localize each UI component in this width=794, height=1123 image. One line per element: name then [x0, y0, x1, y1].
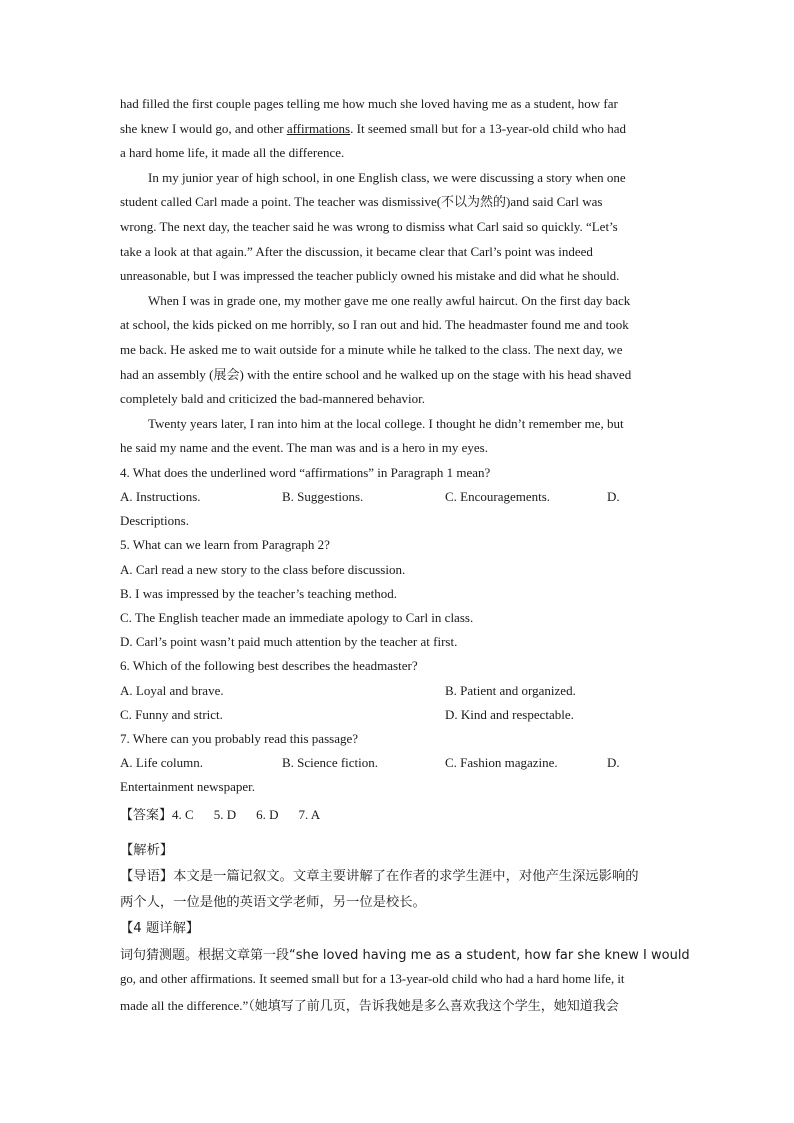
- option: C. The English teacher made an immediate apology to Carl in class.: [120, 610, 474, 626]
- option: B. I was impressed by the teacher’s teaching method.: [120, 585, 398, 601]
- option: C. Encouragements.: [445, 489, 551, 505]
- option: A. Instructions.: [120, 489, 201, 505]
- option: A. Life column.: [120, 755, 204, 771]
- passage-line: student called Carl made a point. The teacher was dismissive(不以为然的)and said Carl was: [120, 194, 603, 210]
- option-wrap: Descriptions.: [120, 513, 189, 529]
- passage-line: at school, the kids picked on me horribly, so I ran out and hid. The headmaster found me and took: [120, 317, 629, 333]
- q4-detail-text: go, and other affirmations. It seemed small but for a 13-year-old child who had a hard home life, it: [120, 972, 625, 987]
- option: B. Suggestions.: [282, 489, 364, 505]
- option: D. Carl’s point wasn’t paid much attention by the teacher at first.: [120, 634, 458, 650]
- guide-text: 【导语】本文是一篇记叙文。文章主要讲解了在作者的求学生涯中，对他产生深远影响的: [120, 868, 639, 884]
- option: D.: [607, 755, 620, 771]
- q4-detail-text: made all the difference.”（她填写了前几页，告诉我她是多么喜欢我这个学生，她知道我会: [120, 997, 619, 1014]
- underlined-word: affirmations: [286, 120, 351, 136]
- question-stem: 7. Where can you probably read this passage?: [120, 730, 359, 746]
- passage-line: take a look at that again.” After the discussion, it became clear that Carl’s point was indeed: [120, 243, 593, 259]
- passage-line: completely bald and criticized the bad-mannered behavior.: [120, 391, 426, 407]
- option: D.: [607, 489, 620, 505]
- passage-line: had an assembly (展会) with the entire school and he walked up on the stage with his head shaved: [120, 366, 632, 382]
- question-options: [120, 703, 676, 727]
- answer-item: 6. D: [256, 806, 279, 822]
- passage-line: In my junior year of high school, in one English class, we were discussing a story when one: [148, 169, 626, 185]
- passage-line: Twenty years later, I ran into him at the local college. I thought he didn’t remember me, but: [148, 415, 624, 431]
- option: B. Science fiction.: [282, 755, 379, 771]
- passage-line: me back. He asked me to wait outside for a minute while he talked to the class. The next day, we: [120, 341, 623, 357]
- answer-label: 【答案】: [120, 807, 173, 823]
- question-options: [120, 485, 676, 509]
- document-page: [120, 92, 690, 1018]
- answer-item: 5. D: [213, 806, 237, 822]
- question-stem: 5. What can we learn from Paragraph 2?: [120, 537, 330, 553]
- q4-detail-text: 词句猜测题。根据文章第一段“she loved having me as a student, how far she knew I would: [120, 947, 690, 963]
- passage-line: When I was in grade one, my mother gave me one really awful haircut. On the first day back: [148, 292, 631, 308]
- passage-line: wrong. The next day, the teacher said he was wrong to dismiss what Carl said so quickly. “Let’s: [120, 218, 618, 234]
- q4-detail-heading: 【4 题详解】: [120, 920, 200, 936]
- question-options: [120, 751, 676, 775]
- option: A. Loyal and brave.: [120, 682, 224, 698]
- option: B. Patient and organized.: [445, 682, 576, 698]
- passage-line: a hard home life, it made all the difference.: [120, 145, 345, 161]
- question-stem: 4. What does the underlined word “affirmations” in Paragraph 1 mean?: [120, 464, 491, 480]
- question-options: [120, 679, 676, 703]
- passage-line: he said my name and the event. The man was and is a hero in my eyes.: [120, 440, 488, 456]
- question-stem: 6. Which of the following best describes the headmaster?: [120, 658, 418, 674]
- analysis-heading: 【解析】: [120, 842, 174, 858]
- answer-item: 7. A: [298, 806, 321, 822]
- answer-line: [120, 802, 676, 828]
- option: A. Carl read a new story to the class before discussion.: [120, 561, 406, 577]
- passage-line: had filled the first couple pages telling me how much she loved having me as a student, how far: [120, 96, 618, 111]
- answer-item: 4. C: [172, 806, 194, 822]
- option: C. Fashion magazine.: [445, 755, 558, 771]
- passage-line: she knew I would go, and other affirmations. It seemed small but for a 13-year-old child who had: [120, 120, 627, 136]
- passage-line: unreasonable, but I was impressed the teacher publicly owned his mistake and did what he should.: [120, 269, 620, 284]
- guide-text: 两个人，一位是他的英语文学老师，另一位是校长。: [120, 894, 426, 910]
- option: D. Kind and respectable.: [445, 706, 574, 722]
- option-wrap: Entertainment newspaper.: [120, 779, 256, 795]
- option: C. Funny and strict.: [120, 706, 223, 722]
